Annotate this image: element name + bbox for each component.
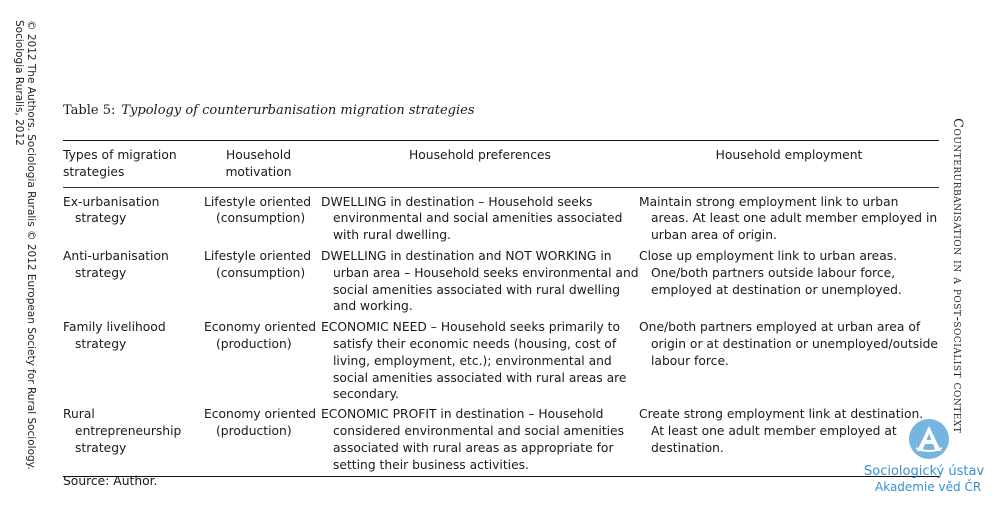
table-row [63, 319, 939, 403]
institute-logo-icon [908, 418, 950, 460]
table-row [63, 406, 939, 473]
cell-employment: Close up employment link to urban areas. One/both partners outside labour force, employed at destination or unemployed. [639, 248, 902, 297]
cell-type: Family livelihood strategy [63, 320, 166, 351]
table-row [63, 248, 939, 315]
table-source: Source: Author. [63, 474, 158, 488]
watermark-line1: Sociologický ústav [864, 464, 985, 479]
cell-employment: One/both partners employed at urban area of origin or at destination or unemployed/outside labour force. [639, 320, 938, 368]
header-motivation: Household motivation [225, 148, 292, 179]
typology-table [63, 140, 939, 477]
cell-type: Anti-urbanisation strategy [63, 248, 169, 280]
header-rule [63, 187, 939, 188]
cell-motivation: Economy oriented (production) [204, 407, 317, 438]
bottom-rule [63, 476, 939, 477]
table-caption [63, 103, 475, 118]
cell-preferences: DWELLING in destination – Household seeks environmental and social amenities associated with rural dwelling. [321, 194, 623, 243]
cell-type: Ex-urbanisation strategy [63, 194, 160, 226]
caption-title: Typology of counterurbanisation migration strategies [121, 103, 475, 118]
header-types: Types of migration strategies [63, 148, 177, 179]
header-preferences: Household preferences [409, 148, 551, 162]
copyright-line: © 2012 The Authors. Sociologia Ruralis © 2012 European Society for Rural Sociology. [25, 20, 37, 470]
cell-preferences: DWELLING in destination and NOT WORKING in urban area – Household seeks environmental and social amenities associated with rural dwelling and working. [321, 248, 639, 314]
cell-motivation: Lifestyle oriented (consumption) [204, 248, 312, 280]
journal-line: Sociologia Ruralis, 2012 [13, 20, 25, 146]
table-row [63, 194, 939, 244]
watermark-line2: Akademie věd ČR [875, 480, 982, 494]
running-head: Counterurbanisation in a post-socialist context [950, 118, 965, 434]
cell-motivation: Lifestyle oriented (consumption) [204, 194, 312, 226]
cell-employment: Maintain strong employment link to urban areas. At least one adult member employed in urban area of origin. [639, 194, 938, 243]
caption-number: Table 5: [63, 103, 116, 118]
cell-preferences: ECONOMIC NEED – Household seeks primarily to satisfy their economic needs (housing, cost of living, employment, etc.); environmental and social amenities associated with rural areas are secondary. [321, 320, 627, 402]
cell-preferences: ECONOMIC PROFIT in destination – Household considered environmental and social amenities associated with rural areas as appropriate for setting their business activities. [321, 407, 625, 472]
table-header-row [63, 141, 939, 187]
header-employment: Household employment [715, 148, 863, 162]
institute-watermark [856, 414, 996, 494]
cell-type: Rural entrepreneurship strategy [63, 407, 182, 455]
cell-motivation: Economy oriented (production) [204, 320, 317, 351]
copyright-margin [0, 0, 60, 507]
cell-employment: Create strong employment link at destination. At least one adult member employed at destination. [639, 407, 924, 455]
